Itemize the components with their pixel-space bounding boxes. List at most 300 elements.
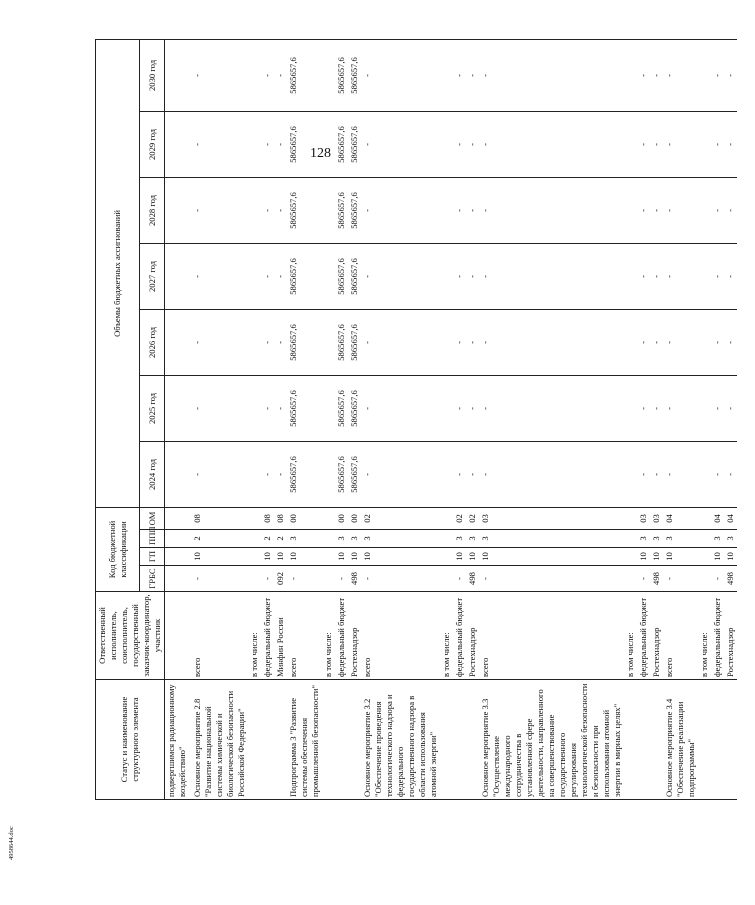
- row-year-value: -: [663, 177, 698, 243]
- row-grbs-cell: [322, 566, 335, 592]
- row-om-cell: [248, 507, 261, 529]
- row-year-value: [698, 243, 711, 309]
- row-year-value: -: [361, 375, 440, 441]
- table-row: [274, 39, 287, 799]
- row-grbs-cell: 498: [466, 566, 479, 592]
- row-responsible-cell: в том числе:: [698, 592, 711, 680]
- row-year-value: [322, 111, 335, 177]
- row-year-value: -: [724, 309, 737, 375]
- row-year-value: -: [466, 39, 479, 111]
- row-grbs-cell: -: [361, 566, 440, 592]
- row-ppp-cell: 3: [650, 530, 663, 548]
- row-year-value: -: [466, 243, 479, 309]
- row-om-cell: 00: [287, 507, 322, 529]
- row-grbs-cell: -: [711, 566, 724, 592]
- row-year-value: [440, 177, 453, 243]
- row-year-value: [624, 111, 637, 177]
- row-status-cell: Основное мероприятие 3.2 "Обеспечение проведения технологического надзора и федерального государственного надзора в области использования атомной энергии": [361, 680, 440, 800]
- table-row: [466, 39, 479, 799]
- row-responsible-cell: всего: [663, 592, 698, 680]
- row-year-value: -: [191, 111, 248, 177]
- row-responsible-cell: всего: [361, 592, 440, 680]
- row-responsible-cell: федеральный бюджет: [261, 592, 274, 680]
- table-row: [724, 39, 737, 799]
- row-year-value: -: [724, 177, 737, 243]
- row-year-value: -: [711, 375, 724, 441]
- row-year-value: [322, 243, 335, 309]
- row-ppp-cell: [322, 530, 335, 548]
- table-row: [248, 39, 261, 799]
- row-ppp-cell: 3: [637, 530, 650, 548]
- table-row: [361, 39, 440, 799]
- row-year-value: 5865657,6: [287, 111, 322, 177]
- row-ppp-cell: 3: [724, 530, 737, 548]
- row-year-value: -: [261, 309, 274, 375]
- row-year-value: -: [261, 39, 274, 111]
- row-year-value: [322, 177, 335, 243]
- row-year-value: -: [637, 309, 650, 375]
- row-grbs-cell: [440, 566, 453, 592]
- row-year-value: -: [466, 375, 479, 441]
- row-status-cell: [724, 680, 737, 800]
- row-grbs-cell: 092: [274, 566, 287, 592]
- table-header: [96, 39, 165, 799]
- row-year-value: -: [261, 441, 274, 507]
- row-year-value: [322, 375, 335, 441]
- table-row: [624, 39, 637, 799]
- row-year-value: [698, 375, 711, 441]
- row-year-value: -: [637, 243, 650, 309]
- row-year-value: -: [724, 375, 737, 441]
- row-status-cell: [274, 680, 287, 800]
- row-status-cell: Основное мероприятие 3.3 "Осуществление международного сотрудничества в установленной сфере деятельности, направленного на совершенствование государственного регулирования технологической безопасности и безопасности при использовании атомной энергии в мирных целях": [479, 680, 624, 800]
- row-year-value: -: [191, 177, 248, 243]
- row-year-value: [248, 177, 261, 243]
- row-grbs-cell: 498: [348, 566, 361, 592]
- row-grbs-cell: 498: [724, 566, 737, 592]
- row-year-value: -: [663, 111, 698, 177]
- row-ppp-cell: 3: [711, 530, 724, 548]
- row-year-value: -: [711, 243, 724, 309]
- header-volume-group: Объемы бюджетных ассигнований: [96, 39, 140, 507]
- row-year-value: [165, 111, 190, 177]
- row-om-cell: 08: [261, 507, 274, 529]
- row-responsible-cell: федеральный бюджет: [335, 592, 348, 680]
- row-year-value: -: [650, 177, 663, 243]
- footer-code: 4958644.doc: [8, 826, 15, 860]
- row-year-value: -: [466, 309, 479, 375]
- row-status-cell: [261, 680, 274, 800]
- row-year-value: -: [711, 309, 724, 375]
- row-gp-cell: [698, 548, 711, 566]
- row-grbs-cell: -: [637, 566, 650, 592]
- row-status-cell: [248, 680, 261, 800]
- row-year-value: -: [663, 375, 698, 441]
- row-ppp-cell: 3: [466, 530, 479, 548]
- row-year-value: [322, 441, 335, 507]
- header-year: 2027 год: [140, 243, 165, 309]
- row-gp-cell: 10: [261, 548, 274, 566]
- row-om-cell: 04: [724, 507, 737, 529]
- row-responsible-cell: Минфин России: [274, 592, 287, 680]
- row-year-value: -: [479, 111, 624, 177]
- row-ppp-cell: 3: [361, 530, 440, 548]
- table-row: [650, 39, 663, 799]
- row-year-value: 5865657,6: [335, 111, 348, 177]
- row-year-value: [698, 309, 711, 375]
- row-year-value: -: [650, 309, 663, 375]
- row-year-value: [440, 309, 453, 375]
- header-code-col: ГРБС: [140, 566, 165, 592]
- row-om-cell: 00: [348, 507, 361, 529]
- table-row: [479, 39, 624, 799]
- row-om-cell: [624, 507, 637, 529]
- row-gp-cell: [322, 548, 335, 566]
- row-ppp-cell: [165, 530, 190, 548]
- row-year-value: [624, 39, 637, 111]
- row-responsible-cell: Ростехнадзор: [724, 592, 737, 680]
- row-grbs-cell: -: [663, 566, 698, 592]
- row-ppp-cell: [624, 530, 637, 548]
- table-body: [165, 39, 738, 799]
- row-year-value: -: [453, 111, 466, 177]
- row-year-value: 5865657,6: [348, 111, 361, 177]
- row-gp-cell: 10: [637, 548, 650, 566]
- row-year-value: -: [361, 441, 440, 507]
- row-year-value: [440, 243, 453, 309]
- row-om-cell: 08: [274, 507, 287, 529]
- row-year-value: -: [361, 177, 440, 243]
- row-year-value: 5865657,6: [348, 375, 361, 441]
- header-code-col: ППП: [140, 530, 165, 548]
- row-year-value: -: [479, 375, 624, 441]
- row-year-value: 5865657,6: [335, 375, 348, 441]
- row-year-value: [165, 375, 190, 441]
- row-ppp-cell: 3: [453, 530, 466, 548]
- row-year-value: -: [711, 39, 724, 111]
- row-status-cell: Основное мероприятие 2.8 "Развитие национальной системы химической и биологической безопасности Российской Федерации": [191, 680, 248, 800]
- row-ppp-cell: [440, 530, 453, 548]
- table-row: [165, 39, 190, 799]
- row-om-cell: 08: [191, 507, 248, 529]
- row-status-cell: [637, 680, 650, 800]
- row-year-value: -: [711, 441, 724, 507]
- header-code-col: ГП: [140, 548, 165, 566]
- row-year-value: [322, 309, 335, 375]
- row-year-value: 5865657,6: [348, 309, 361, 375]
- row-year-value: -: [453, 309, 466, 375]
- row-om-cell: [440, 507, 453, 529]
- row-year-value: [165, 441, 190, 507]
- row-year-value: -: [479, 177, 624, 243]
- row-year-value: 5865657,6: [348, 243, 361, 309]
- row-responsible-cell: федеральный бюджет: [711, 592, 724, 680]
- row-year-value: 5865657,6: [348, 441, 361, 507]
- row-year-value: -: [637, 111, 650, 177]
- row-year-value: [440, 39, 453, 111]
- row-year-value: -: [274, 111, 287, 177]
- row-year-value: [248, 243, 261, 309]
- row-status-cell: [440, 680, 453, 800]
- table-row: [348, 39, 361, 799]
- row-status-cell: [453, 680, 466, 800]
- row-status-cell: Подпрограмма 3 "Развитие системы обеспечения промышленной безопасности": [287, 680, 322, 800]
- row-gp-cell: 10: [361, 548, 440, 566]
- row-year-value: [624, 243, 637, 309]
- row-om-cell: 03: [479, 507, 624, 529]
- row-responsible-cell: Ростехнадзор: [650, 592, 663, 680]
- row-year-value: -: [479, 441, 624, 507]
- budget-table: [95, 39, 737, 800]
- table-row: [663, 39, 698, 799]
- row-year-value: -: [274, 243, 287, 309]
- row-year-value: [322, 39, 335, 111]
- row-year-value: -: [191, 441, 248, 507]
- row-year-value: -: [637, 177, 650, 243]
- row-ppp-cell: 3: [348, 530, 361, 548]
- row-year-value: -: [361, 39, 440, 111]
- row-om-cell: 03: [650, 507, 663, 529]
- row-responsible-cell: в том числе:: [322, 592, 335, 680]
- row-year-value: [624, 177, 637, 243]
- row-year-value: -: [637, 39, 650, 111]
- row-year-value: 5865657,6: [348, 177, 361, 243]
- row-year-value: -: [663, 309, 698, 375]
- row-status-cell: подвергшимся радиационному воздействию": [165, 680, 190, 800]
- row-year-value: 5865657,6: [335, 177, 348, 243]
- rotated-page-content: [95, 40, 755, 800]
- row-ppp-cell: 2: [274, 530, 287, 548]
- table-row: [191, 39, 248, 799]
- row-year-value: -: [724, 243, 737, 309]
- row-gp-cell: 10: [650, 548, 663, 566]
- row-responsible-cell: в том числе:: [440, 592, 453, 680]
- row-om-cell: [165, 507, 190, 529]
- table-row: [453, 39, 466, 799]
- row-grbs-cell: -: [261, 566, 274, 592]
- row-year-value: -: [637, 375, 650, 441]
- row-responsible-cell: в том числе:: [248, 592, 261, 680]
- row-year-value: -: [479, 243, 624, 309]
- row-ppp-cell: [698, 530, 711, 548]
- row-year-value: 5865657,6: [287, 39, 322, 111]
- row-year-value: -: [466, 111, 479, 177]
- row-year-value: [440, 375, 453, 441]
- row-gp-cell: [624, 548, 637, 566]
- row-responsible-cell: [165, 592, 190, 680]
- row-om-cell: 00: [335, 507, 348, 529]
- row-year-value: -: [453, 375, 466, 441]
- table-row: [698, 39, 711, 799]
- row-status-cell: [650, 680, 663, 800]
- row-status-cell: Основное мероприятие 3.4 "Обеспечение реализации подпрограммы": [663, 680, 698, 800]
- row-year-value: 5865657,6: [335, 309, 348, 375]
- row-status-cell: [466, 680, 479, 800]
- header-year: 2024 год: [140, 441, 165, 507]
- row-ppp-cell: 3: [663, 530, 698, 548]
- row-year-value: -: [724, 39, 737, 111]
- row-year-value: -: [453, 39, 466, 111]
- row-ppp-cell: 2: [261, 530, 274, 548]
- row-year-value: [248, 309, 261, 375]
- header-year: 2025 год: [140, 375, 165, 441]
- row-grbs-cell: [248, 566, 261, 592]
- table-row: [711, 39, 724, 799]
- row-gp-cell: 10: [711, 548, 724, 566]
- row-year-value: -: [191, 243, 248, 309]
- row-om-cell: 02: [361, 507, 440, 529]
- row-gp-cell: [248, 548, 261, 566]
- row-grbs-cell: [165, 566, 190, 592]
- row-year-value: [624, 309, 637, 375]
- row-gp-cell: 10: [335, 548, 348, 566]
- row-year-value: -: [261, 243, 274, 309]
- table-row: [637, 39, 650, 799]
- row-year-value: [440, 441, 453, 507]
- row-responsible-cell: всего: [479, 592, 624, 680]
- row-year-value: 5865657,6: [287, 375, 322, 441]
- row-year-value: -: [637, 441, 650, 507]
- row-grbs-cell: -: [335, 566, 348, 592]
- row-year-value: -: [663, 441, 698, 507]
- row-om-cell: [698, 507, 711, 529]
- row-grbs-cell: [698, 566, 711, 592]
- row-year-value: -: [274, 375, 287, 441]
- header-year: 2030 год: [140, 39, 165, 111]
- row-status-cell: [698, 680, 711, 800]
- row-gp-cell: 10: [274, 548, 287, 566]
- row-year-value: -: [650, 111, 663, 177]
- row-grbs-cell: -: [453, 566, 466, 592]
- row-year-value: -: [650, 243, 663, 309]
- row-gp-cell: 10: [724, 548, 737, 566]
- row-year-value: [248, 39, 261, 111]
- row-year-value: -: [274, 39, 287, 111]
- row-grbs-cell: [624, 566, 637, 592]
- row-year-value: -: [274, 441, 287, 507]
- row-om-cell: 02: [466, 507, 479, 529]
- row-ppp-cell: 2: [191, 530, 248, 548]
- row-grbs-cell: -: [191, 566, 248, 592]
- row-om-cell: 02: [453, 507, 466, 529]
- row-year-value: -: [191, 375, 248, 441]
- row-year-value: -: [453, 441, 466, 507]
- row-year-value: [440, 111, 453, 177]
- table-row: [261, 39, 274, 799]
- page-number: 128: [310, 146, 331, 161]
- row-responsible-cell: Ростехнадзор: [348, 592, 361, 680]
- row-status-cell: [322, 680, 335, 800]
- row-responsible-cell: Ростехнадзор: [466, 592, 479, 680]
- row-year-value: 5865657,6: [287, 309, 322, 375]
- row-year-value: -: [724, 441, 737, 507]
- table-row: [287, 39, 322, 799]
- header-responsible: Ответственный исполнитель, соисполнитель, государственный заказчик-координатор, участник: [96, 592, 165, 680]
- row-year-value: 5865657,6: [287, 177, 322, 243]
- row-year-value: 5865657,6: [287, 243, 322, 309]
- row-year-value: -: [466, 441, 479, 507]
- row-ppp-cell: 3: [287, 530, 322, 548]
- row-ppp-cell: 3: [479, 530, 624, 548]
- row-year-value: -: [361, 111, 440, 177]
- row-status-cell: [335, 680, 348, 800]
- row-ppp-cell: 3: [335, 530, 348, 548]
- row-responsible-cell: всего: [287, 592, 322, 680]
- row-year-value: -: [711, 111, 724, 177]
- row-om-cell: 04: [663, 507, 698, 529]
- row-gp-cell: 10: [287, 548, 322, 566]
- row-year-value: [165, 309, 190, 375]
- row-year-value: 5865657,6: [335, 441, 348, 507]
- row-year-value: [698, 111, 711, 177]
- row-year-value: [698, 441, 711, 507]
- table-row: [335, 39, 348, 799]
- row-year-value: 5865657,6: [335, 243, 348, 309]
- row-year-value: -: [466, 177, 479, 243]
- header-year: 2026 год: [140, 309, 165, 375]
- row-responsible-cell: федеральный бюджет: [637, 592, 650, 680]
- header-year: 2029 год: [140, 111, 165, 177]
- row-year-value: -: [711, 177, 724, 243]
- row-grbs-cell: -: [287, 566, 322, 592]
- row-grbs-cell: -: [479, 566, 624, 592]
- row-year-value: -: [724, 111, 737, 177]
- row-year-value: -: [479, 309, 624, 375]
- row-responsible-cell: в том числе:: [624, 592, 637, 680]
- row-year-value: [698, 39, 711, 111]
- row-grbs-cell: 498: [650, 566, 663, 592]
- row-responsible-cell: федеральный бюджет: [453, 592, 466, 680]
- row-year-value: [624, 441, 637, 507]
- row-year-value: -: [191, 39, 248, 111]
- row-status-cell: [624, 680, 637, 800]
- row-year-value: -: [361, 243, 440, 309]
- header-code-col: ОМ: [140, 507, 165, 529]
- row-year-value: [165, 39, 190, 111]
- row-gp-cell: 10: [348, 548, 361, 566]
- row-year-value: -: [479, 39, 624, 111]
- table-row: [440, 39, 453, 799]
- row-year-value: [248, 441, 261, 507]
- row-gp-cell: 10: [663, 548, 698, 566]
- row-responsible-cell: всего: [191, 592, 248, 680]
- row-year-value: [165, 177, 190, 243]
- header-status: Статус и наименование структурного элемента: [96, 680, 165, 800]
- row-year-value: -: [650, 441, 663, 507]
- row-status-cell: [348, 680, 361, 800]
- row-year-value: -: [191, 309, 248, 375]
- row-year-value: [698, 177, 711, 243]
- header-code-group: Код бюджетной классификации: [96, 507, 140, 591]
- row-year-value: [165, 243, 190, 309]
- row-gp-cell: 10: [453, 548, 466, 566]
- table-row: [322, 39, 335, 799]
- row-ppp-cell: [248, 530, 261, 548]
- row-status-cell: [711, 680, 724, 800]
- row-gp-cell: 10: [466, 548, 479, 566]
- row-year-value: [624, 375, 637, 441]
- row-gp-cell: 10: [479, 548, 624, 566]
- row-year-value: -: [663, 39, 698, 111]
- row-year-value: -: [361, 309, 440, 375]
- row-year-value: -: [650, 375, 663, 441]
- row-year-value: [248, 375, 261, 441]
- row-om-cell: 03: [637, 507, 650, 529]
- row-gp-cell: [165, 548, 190, 566]
- row-year-value: -: [650, 39, 663, 111]
- row-year-value: -: [261, 111, 274, 177]
- row-year-value: -: [261, 375, 274, 441]
